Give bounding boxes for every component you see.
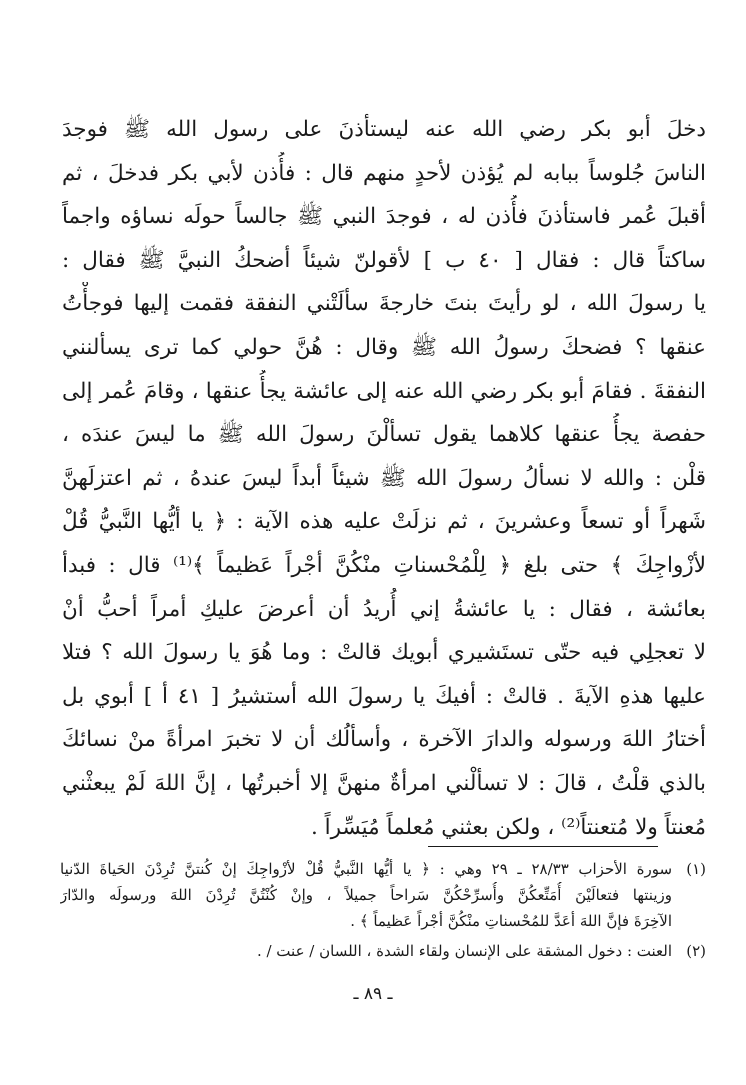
- text-line: لا تعجلِي فيه حتّى تستَشيري أبويك قالتْ : وما هُوَ يا رسولَ الله ؟ فتلا: [62, 640, 706, 666]
- footnote-separator: [428, 846, 658, 847]
- text-line: أقبلَ عُمر فاستأذنَ فأُذن له ، فوجدَ النبي ﷺ جالساً حولَه نساؤه واجماً: [62, 204, 706, 230]
- text-line: عنقها ؟ فضحكَ رسولُ الله ﷺ وقال : هُنَّ حولي كما ترى يسألنني: [62, 334, 706, 360]
- text-line: عليها هذهِ الآيةَ . قالتْ : أفيكَ يا رسولَ الله أستشيرُ [ ٤١ أ ] أبوي بل: [62, 683, 706, 709]
- text-line: يا رسولَ الله ، لو رأيتَ بنتَ خارجةَ سألَتْني النفقة فقمت إليها فوجأْتُ: [62, 291, 706, 317]
- text-line: شَهراً أو تسعاً وعشرينَ ، ثم نزلَتْ عليه هذه الآية : ﴿ يا أيُّها النَّبيُّ قُلْ: [62, 509, 706, 535]
- footnote: [60, 938, 706, 964]
- page-number: ـ ٨٩ ـ: [353, 984, 393, 1004]
- footnote-line: وزينتها فتعالَيْنَ أُمَتِّعكُنَّ وأُسرِّحْكُنَّ سَراحاً جميلاً ، وإنْ كُنْتُنَّ تُرِدْنَ اللهَ ورسولَه والدّارَ: [60, 886, 672, 904]
- footnote-body: [60, 938, 672, 964]
- footnote: [60, 856, 706, 934]
- text-line: بعائشة ، فقال : يا عائشةُ إني أُريدُ أن أعرضَ عليكِ أمراً أحبُّ أنْ: [62, 596, 706, 622]
- text-line: قلْن : والله لا نسألُ رسولَ الله ﷺ شيئاً أبداً ليسَ عندهُ ، ثم اعتزلَهنَّ: [62, 465, 706, 491]
- footnote-number: (١): [686, 860, 706, 878]
- main-text-block: [62, 108, 706, 849]
- text-line: لأزْواجِكَ ﴾ حتى بلغ ﴿ لِلْمُحْسناتِ منْكُنَّ أجْراً عَظيماً ﴾⁽¹⁾ قال : فبدأ: [62, 552, 706, 578]
- text-line: دخلَ أبو بكر رضي الله عنه ليستأذنَ على رسول الله ﷺ فوجدَ: [62, 117, 706, 142]
- text-line: النفقةَ . فقامَ أبو بكر رضي الله عنه إلى عائشة يجأُ عنقها ، وقامَ عُمر إلى: [62, 378, 706, 404]
- footnote-body: [60, 856, 672, 934]
- text-line: مُعنتاً ولا مُتعنتاً⁽²⁾ ، ولكن بعثني مُعلماً مُيَسِّراً .: [310, 814, 706, 840]
- text-line: حفصة يجأُ عنقها كلاهما يقول تسألْنَ رسولَ الله ﷺ ما ليسَ عندَه ،: [62, 422, 706, 448]
- footnote-number: (٢): [686, 942, 706, 960]
- text-line: أختارُ اللهَ ورسوله والدارَ الآخرة ، وأسألُك أن لا تخبرَ امرأةً منْ نسائكَ: [62, 727, 706, 753]
- footnote-line: سورة الأحزاب ٢٨/٣٣ ـ ٢٩ وهي : ﴿ يا أيُّها النَّبيُّ قُلْ لأزْواجِكَ إنْ كُنتنَّ تُرِدْنَ الحَياةَ الدّنيا: [60, 860, 672, 878]
- footnotes-block: [60, 856, 706, 964]
- footnote-line: العنت : دخول المشقة على الإنسان ولقاء الشدة ، اللسان / عنت / .: [256, 942, 672, 960]
- text-line: بالذي قلْتُ ، قالَ : لا تسألْني امرأةٌ منهنَّ إلا أخبرتُها ، إنَّ اللهَ لَمْ يبعثْني: [62, 770, 706, 796]
- text-line: الناسَ جُلوساً ببابه لم يُؤذن لأحدٍ منهم قال : فأُذن لأبي بكر فدخلَ ، ثم: [62, 160, 706, 186]
- text-line: ساكتاً قال : فقال [ ٤٠ ب ] لأقولنّ شيئاً أضحكُ النبيَّ ﷺ فقال :: [62, 247, 706, 273]
- footnote-line: الآخِرَةَ فإنَّ اللهَ أعَدَّ للمُحْسناتِ منْكُنَّ أجْراً عَظيماً ﴾ .: [350, 912, 672, 930]
